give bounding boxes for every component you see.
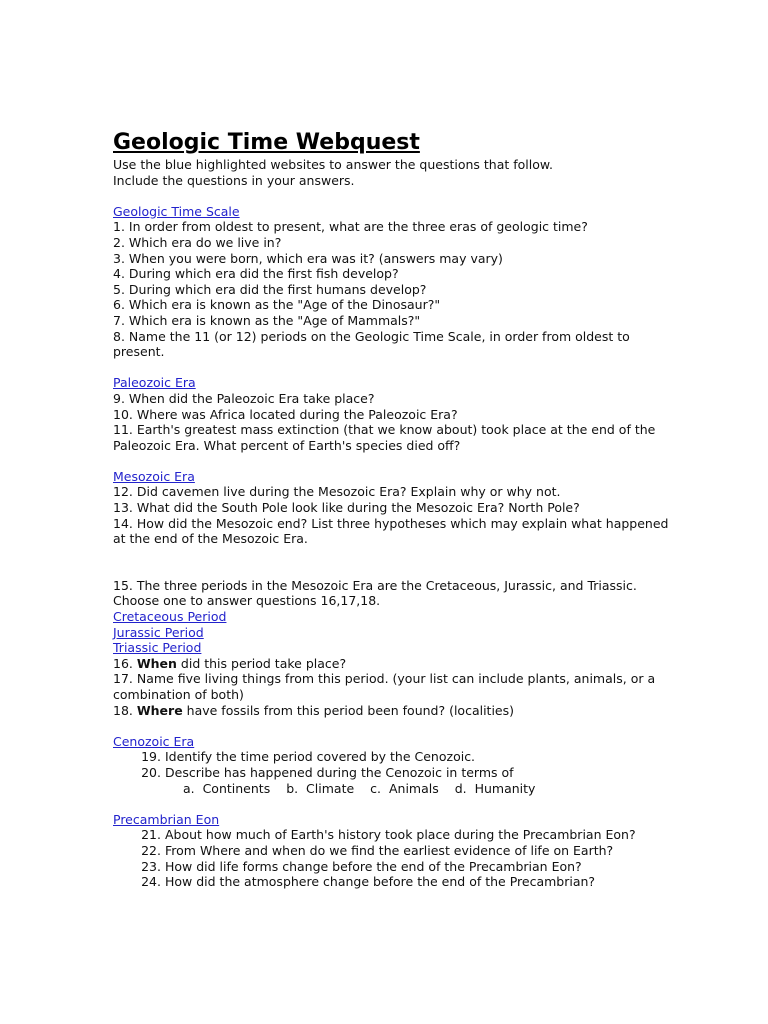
- triassic-period-link[interactable]: Triassic Period: [113, 640, 202, 656]
- page-title: Geologic Time Webquest: [113, 130, 420, 155]
- question: 3. When you were born, which era was it? (answers may vary): [113, 250, 503, 266]
- question-text: did this period take place?: [176, 655, 347, 671]
- question: 5. During which era did the first humans develop?: [113, 281, 427, 297]
- list-item: [113, 749, 673, 765]
- subitem: c. Animals: [370, 780, 439, 796]
- question: 15. The three periods in the Mesozoic Era are the Cretaceous, Jurassic, and Triassic. Choose one to answer questions 16,17,18.: [113, 577, 637, 609]
- item-number: 20.: [141, 764, 161, 780]
- item-text: How did life forms change before the end of the Precambrian Eon?: [165, 858, 582, 874]
- precambrian-eon-link[interactable]: Precambrian Eon: [113, 811, 220, 827]
- paleozoic-era-link[interactable]: Paleozoic Era: [113, 375, 196, 391]
- emphasis-word: Where: [136, 702, 183, 718]
- geologic-time-scale-link[interactable]: Geologic Time Scale: [113, 203, 240, 219]
- subitem: b. Climate: [286, 780, 355, 796]
- list-item: [113, 859, 673, 875]
- question-text: have fossils from this period been found? (localities): [182, 702, 515, 718]
- item-number: 23.: [141, 858, 161, 874]
- question: 10. Where was Africa located during the Paleozoic Era?: [113, 406, 458, 422]
- question: 9. When did the Paleozoic Era take place?: [113, 390, 375, 406]
- item-text: From Where and when do we find the earliest evidence of life on Earth?: [165, 842, 614, 858]
- emphasis-word: When: [136, 655, 177, 671]
- subitem: d. Humanity: [454, 780, 536, 796]
- item-number: 21.: [141, 827, 161, 843]
- cenozoic-era-link[interactable]: Cenozoic Era: [113, 733, 195, 749]
- question: 2. Which era do we live in?: [113, 234, 282, 250]
- question: 4. During which era did the first fish develop?: [113, 266, 399, 282]
- intro-line: Use the blue highlighted websites to answer the questions that follow.: [113, 157, 553, 172]
- intro-line: Include the questions in your answers.: [113, 172, 355, 188]
- cenozoic-subitems: [113, 781, 673, 797]
- list-item: [113, 874, 673, 890]
- item-number: 24.: [141, 874, 161, 890]
- cretaceous-period-link[interactable]: Cretaceous Period: [113, 609, 227, 625]
- jurassic-period-link[interactable]: Jurassic Period: [113, 624, 204, 640]
- question: 8. Name the 11 (or 12) periods on the Geologic Time Scale, in order from oldest to present.: [113, 328, 630, 360]
- question: 1. In order from oldest to present, what are the three eras of geologic time?: [113, 219, 588, 235]
- question: 7. Which era is known as the "Age of Mammals?": [113, 312, 421, 328]
- list-item: [113, 843, 673, 859]
- list-item: [113, 827, 673, 843]
- question-number: 16.: [113, 655, 137, 671]
- item-text: Describe has happened during the Cenozoic in terms of: [165, 764, 514, 780]
- item-text: How did the atmosphere change before the end of the Precambrian?: [165, 874, 596, 890]
- webquest-content: [113, 129, 673, 890]
- question: 11. Earth's greatest mass extinction (that we know about) took place at the end of the Paleozoic Era. What percent of Earth's species died off?: [113, 422, 656, 453]
- question: 17. Name five living things from this period. (your list can include plants, animals, or a combination of both): [113, 671, 656, 702]
- subitem: a. Continents: [183, 780, 271, 796]
- mesozoic-era-link[interactable]: Mesozoic Era: [113, 468, 195, 484]
- question: 12. Did cavemen live during the Mesozoic Era? Explain why or why not.: [113, 484, 561, 500]
- item-text: Identify the time period covered by the Cenozoic.: [165, 749, 476, 765]
- item-text: About how much of Earth's history took place during the Precambrian Eon?: [165, 827, 636, 843]
- question: 14. How did the Mesozoic end? List three hypotheses which may explain what happened at the end of the Mesozoic Era.: [113, 515, 669, 547]
- question-number: 18.: [113, 702, 137, 718]
- question: [113, 703, 673, 719]
- list-item: [113, 765, 673, 781]
- question: 13. What did the South Pole look like during the Mesozoic Era? North Pole?: [113, 500, 580, 516]
- question: [113, 656, 673, 672]
- item-number: 22.: [141, 842, 161, 858]
- precambrian-question-list: [113, 827, 673, 889]
- question: 6. Which era is known as the "Age of the Dinosaur?": [113, 297, 441, 313]
- item-number: 19.: [141, 749, 161, 765]
- cenozoic-question-list: [113, 749, 673, 780]
